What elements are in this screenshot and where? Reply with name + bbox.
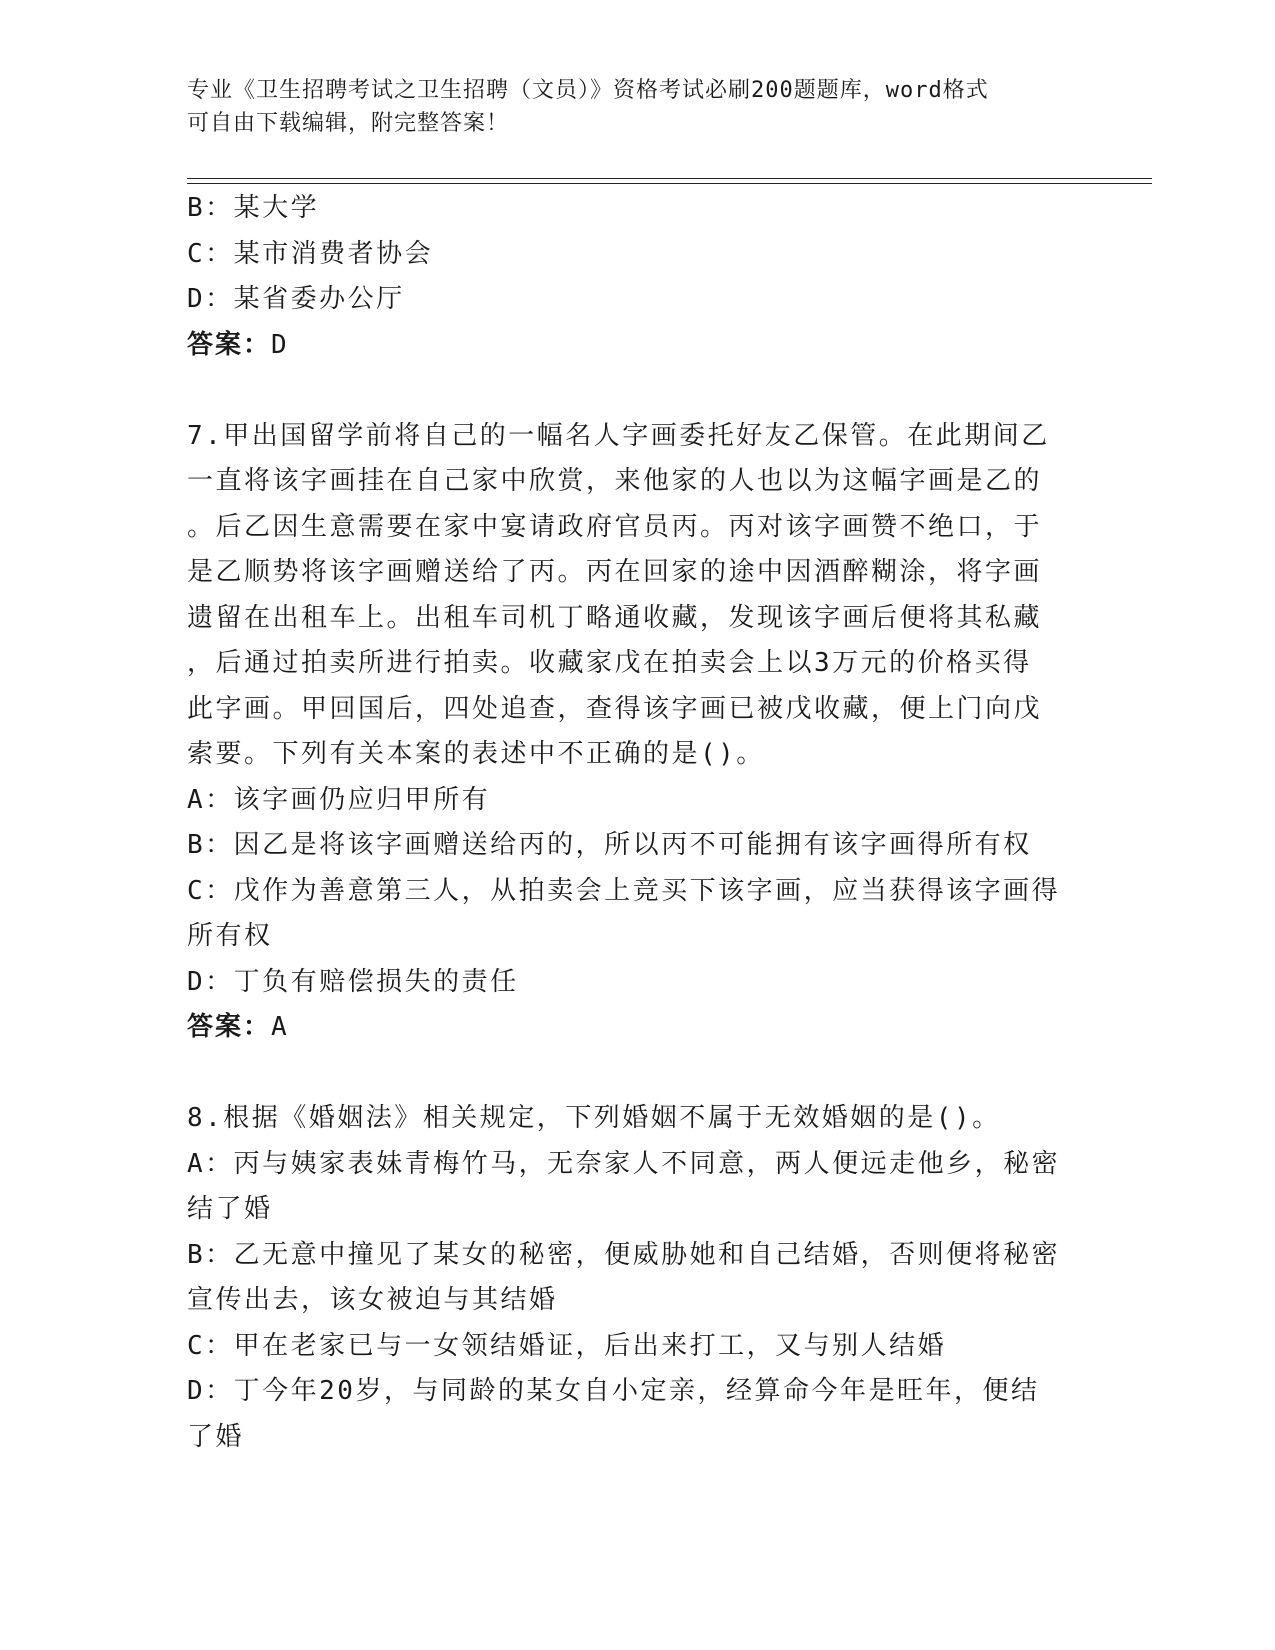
document-body (187, 186, 1067, 1460)
question-stem-line: 遗留在出租车上。出租车司机丁略通收藏，发现该字画后便将其私藏 (187, 602, 1043, 633)
answer-label: 答案： (187, 1012, 272, 1042)
option-b: B：某大学 (187, 193, 320, 223)
option-c: C：甲在老家已与一女领结婚证，后出来打工，又与别人结婚 (187, 1330, 947, 1361)
question-stem-line: 8.根据《婚姻法》相关规定，下列婚姻不属于无效婚姻的是()。 (187, 1103, 1001, 1133)
question-8 (187, 1096, 1067, 1460)
question-stem-line: 7.甲出国留学前将自己的一幅名人字画委托好友乙保管。在此期间乙 (187, 420, 1050, 451)
question-stem-line: 是乙顺势将该字画赠送给了丙。丙在回家的途中因酒醉糊涂，将字画 (187, 557, 1043, 587)
answer-line (187, 1005, 1067, 1051)
option-d: D：某省委办公厅 (187, 284, 405, 314)
question-6-tail (187, 186, 1067, 368)
question-stem-line: ，后通过拍卖所进行拍卖。收藏家戊在拍卖会上以3万元的价格买得 (187, 648, 1032, 678)
option-a: A：该字画仍应归甲所有 (187, 784, 491, 815)
spacer (187, 1051, 1067, 1097)
option-b: B：乙无意中撞见了某女的秘密，便威胁她和自己结婚，否则便将秘密 (187, 1239, 1061, 1270)
header-divider (187, 178, 1152, 184)
header-title-line-1: 专业《卫生招聘考试之卫生招聘（文员）》资格考试必刷200题题库，word格式 (187, 78, 989, 103)
spacer (187, 368, 1067, 414)
option-c-continued: 所有权 (187, 921, 273, 951)
option-c: C：某市消费者协会 (187, 238, 434, 269)
option-d: D：丁负有赔偿损失的责任 (187, 966, 519, 997)
page-header (187, 74, 1067, 140)
answer-value: A (271, 1012, 289, 1042)
option-a: A：丙与姨家表妹青梅竹马，无奈家人不同意，两人便远走他乡，秘密 (187, 1148, 1061, 1179)
question-stem-line: 索要。下列有关本案的表述中不正确的是()。 (187, 739, 765, 769)
question-7 (187, 414, 1067, 1051)
option-d-continued: 了婚 (187, 1421, 245, 1452)
answer-label: 答案： (187, 329, 272, 360)
option-c: C：戊作为善意第三人，从拍卖会上竞买下该字画，应当获得该字画得 (187, 875, 1061, 906)
answer-line (187, 323, 1067, 369)
option-b: B：因乙是将该字画赠送给丙的，所以丙不可能拥有该字画得所有权 (187, 830, 1032, 860)
answer-value: D (271, 329, 289, 360)
header-title-line-2: 可自由下载编辑，附完整答案！ (187, 111, 510, 136)
question-stem-line: 。后乙因生意需要在家中宴请政府官员丙。丙对该字画赞不绝口，于 (187, 511, 1043, 542)
question-stem-line: 一直将该字画挂在自己家中欣赏，来他家的人也以为这幅字画是乙的 (187, 466, 1043, 496)
option-d: D：丁今年20岁，与同龄的某女自小定亲，经算命今年是旺年，便结 (187, 1376, 1040, 1406)
option-b-continued: 宣传出去，该女被迫与其结婚 (187, 1285, 558, 1315)
question-stem-line: 此字画。甲回国后，四处追查，查得该字画已被戊收藏，便上门向戊 (187, 693, 1043, 724)
option-a-continued: 结了婚 (187, 1194, 273, 1224)
